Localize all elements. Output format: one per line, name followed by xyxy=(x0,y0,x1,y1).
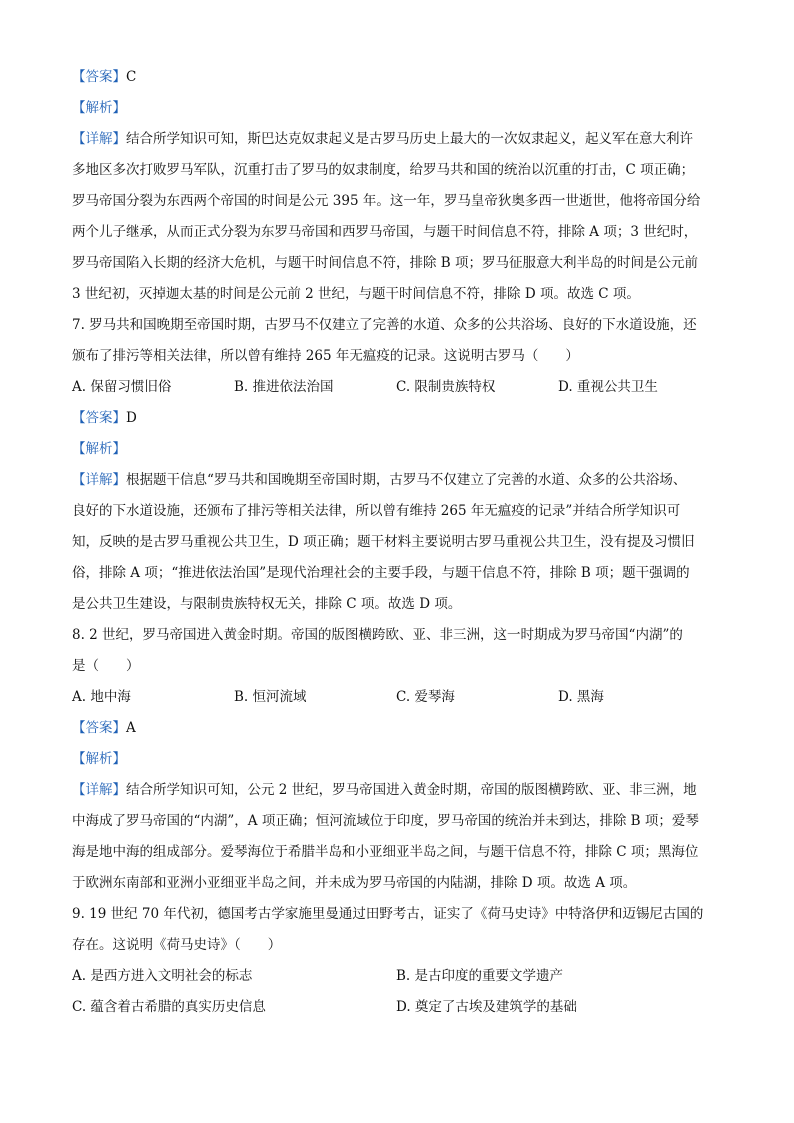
detail-label: 【详解】 xyxy=(72,782,126,798)
q7-detail-line: 俗，排除 A 项；“推进依法治国”是现代治理社会的主要手段，与题干信息不符，排除 B 项；题干强调的 xyxy=(72,565,690,581)
q8-analysis xyxy=(72,744,722,775)
q9-stem: 存在。这说明《荷马史诗》（ ） xyxy=(72,937,282,953)
q6-detail-line xyxy=(72,124,722,155)
q8-answer xyxy=(72,713,722,744)
analysis-label: 【解析】 xyxy=(72,100,126,116)
q9-option-c: C. 蕴含着古希腊的真实历史信息 xyxy=(72,999,266,1015)
q6-detail-line: 罗马帝国陷入长期的经济大危机，与题干时间信息不符，排除 B 项；罗马征服意大利半岛的时间是公元前 xyxy=(72,255,699,271)
q7-options xyxy=(72,372,722,403)
q6-detail-line: 两个儿子继承，从而正式分裂为东罗马帝国和西罗马帝国，与题干时间信息不符，排除 A 项；3 世纪时， xyxy=(72,224,698,240)
q8-option-a: A. 地中海 xyxy=(72,689,131,705)
answer-label: 【答案】 xyxy=(72,69,126,85)
q6-detail-line: 罗马帝国分裂为东西两个帝国的时间是公元 395 年。这一年，罗马皇帝狄奥多西一世逝世，他将帝国分给 xyxy=(72,193,701,209)
q9-stem: 9. 19 世纪 70 年代初，德国考古学家施里曼通过田野考古，证实了《荷马史诗》中特洛伊和迈锡尼古国的 xyxy=(72,906,704,922)
q8-option-c: C. 爱琴海 xyxy=(396,689,455,705)
q6-detail-line: 3 世纪初，灭掉迦太基的时间是公元前 2 世纪，与题干时间信息不符，排除 D 项。故选 C 项。 xyxy=(72,286,640,302)
q7-option-d: D. 重视公共卫生 xyxy=(558,379,658,395)
q9-options-row xyxy=(72,961,722,992)
q8-option-b: B. 恒河流域 xyxy=(234,689,307,705)
answer-label: 【答案】 xyxy=(72,410,126,426)
q7-detail-line: 是公共卫生建设，与限制贵族特权无关，排除 C 项。故选 D 项。 xyxy=(72,596,462,612)
q7-option-b: B. 推进依法治国 xyxy=(234,379,334,395)
q8-option-d: D. 黑海 xyxy=(558,689,604,705)
q9-options-row xyxy=(72,992,722,1023)
q6-detail-line: 多地区多次打败罗马军队，沉重打击了罗马的奴隶制度，给罗马共和国的统治以沉重的打击，C 项正确； xyxy=(72,162,695,178)
q7-detail-line: 良好的下水道设施，还颁布了排污等相关法律，所以曾有维持 265 年无瘟疫的记录”并结合所学知识可 xyxy=(72,503,681,519)
document-page xyxy=(72,62,722,1023)
q7-answer xyxy=(72,403,722,434)
analysis-label: 【解析】 xyxy=(72,751,126,767)
q8-detail-line: 于欧洲东南部和亚洲小亚细亚半岛之间，并未成为罗马帝国的内陆湖，排除 D 项。故选 A 项。 xyxy=(72,875,637,891)
q8-detail-line: 海是地中海的组成部分。爱琴海位于希腊半岛和小亚细亚半岛之间，与题干信息不符，排除 C 项；黑海位 xyxy=(72,844,699,860)
q8-stem: 是（ ） xyxy=(72,658,140,674)
q7-analysis xyxy=(72,434,722,465)
q6-analysis xyxy=(72,93,722,124)
q7-detail-line xyxy=(72,465,722,496)
q7-option-a: A. 保留习惯旧俗 xyxy=(72,379,172,395)
q7-stem: 颁布了排污等相关法律，所以曾有维持 265 年无瘟疫的记录。这说明古罗马（ ） xyxy=(72,348,579,364)
detail-label: 【详解】 xyxy=(72,131,126,147)
q7-stem: 7. 罗马共和国晚期至帝国时期，古罗马不仅建立了完善的水道、众多的公共浴场、良好的下水道设施，还 xyxy=(72,317,697,333)
answer-value: D xyxy=(126,410,137,426)
answer-label: 【答案】 xyxy=(72,720,126,736)
answer-value: A xyxy=(126,720,136,736)
q9-option-d: D. 奠定了古埃及建筑学的基础 xyxy=(396,999,577,1015)
q8-detail-line xyxy=(72,775,722,806)
detail-text: 结合所学知识可知，斯巴达克奴隶起义是古罗马历史上最大的一次奴隶起义，起义军在意大利许 xyxy=(126,131,693,147)
answer-value: C xyxy=(126,69,137,85)
detail-text: 根据题干信息“罗马共和国晚期至帝国时期，古罗马不仅建立了完善的水道、众多的公共浴场、 xyxy=(126,472,687,488)
q8-detail-line: 中海成了罗马帝国的“内湖”，A 项正确；恒河流域位于印度，罗马帝国的统治并未到达，排除 B 项；爱琴 xyxy=(72,813,699,829)
q8-stem: 8. 2 世纪，罗马帝国进入黄金时期。帝国的版图横跨欧、亚、非三洲，这一时期成为罗马帝国“内湖”的 xyxy=(72,627,683,643)
q8-options xyxy=(72,682,722,713)
q9-option-a: A. 是西方进入文明社会的标志 xyxy=(72,968,253,984)
q6-answer xyxy=(72,62,722,93)
q7-detail-line: 知，反映的是古罗马重视公共卫生，D 项正确；题干材料主要说明古罗马重视公共卫生，没有提及习惯旧 xyxy=(72,534,695,550)
q9-option-b: B. 是古印度的重要文学遗产 xyxy=(396,968,564,984)
detail-text: 结合所学知识可知，公元 2 世纪，罗马帝国进入黄金时期，帝国的版图横跨欧、亚、非三洲，地 xyxy=(126,782,697,798)
q7-option-c: C. 限制贵族特权 xyxy=(396,379,496,395)
detail-label: 【详解】 xyxy=(72,472,126,488)
analysis-label: 【解析】 xyxy=(72,441,126,457)
